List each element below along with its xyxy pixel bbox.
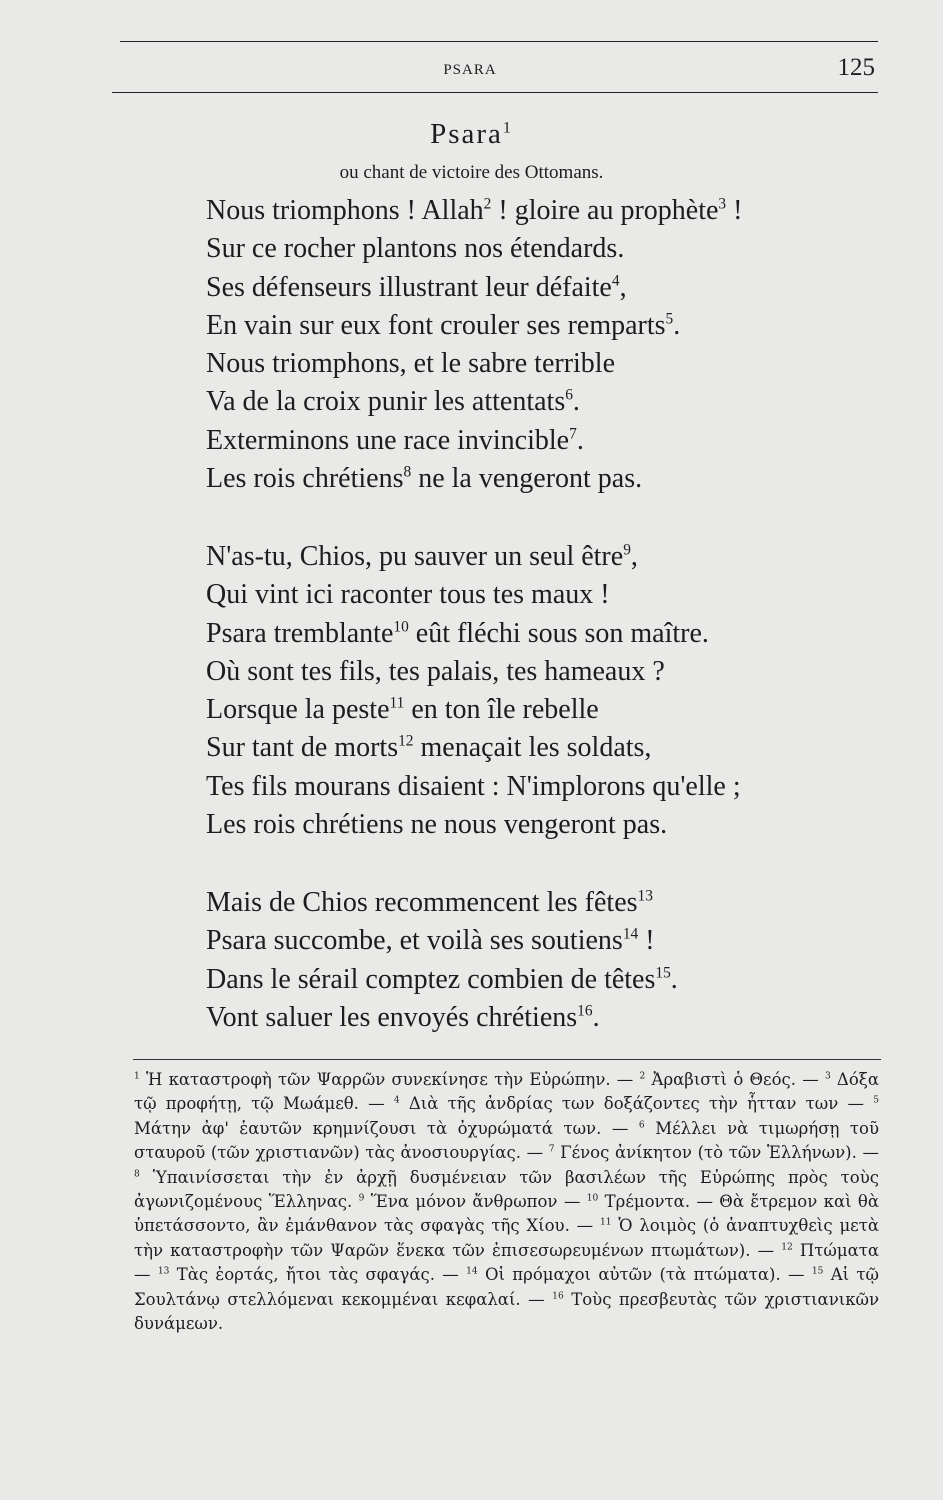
footnote-number: 16 xyxy=(552,1291,564,1302)
footnote-number: 14 xyxy=(466,1266,478,1277)
footnote-ref: 7 xyxy=(569,425,577,443)
footnote-text: Γένος ἀνίκητον (τὸ τῶν Ἑλλήνων). — xyxy=(554,1143,879,1163)
verse-line xyxy=(206,230,742,268)
verse-line xyxy=(206,653,741,691)
footnote-text: Ἕνα μόνον ἄνθρωπον — xyxy=(364,1192,587,1212)
footnote-text: Τοὺς πρεσβευτὰς τῶν χριστιανικῶν δυνάμεων. xyxy=(134,1289,879,1334)
verse-text: Mais de Chios recommencent les fêtes xyxy=(206,887,638,918)
verse-text: en ton île rebelle xyxy=(404,694,599,726)
footnote xyxy=(466,1265,812,1284)
verse-text: Sur ce rocher plantons nos étendards. xyxy=(206,233,625,265)
footnote-text: Αἱ τῷ Σουλτάνῳ στελλόμεναι κεκομμέναι κεφαλαί. — xyxy=(134,1265,880,1309)
footnote-ref: 4 xyxy=(611,272,620,290)
verse-text: . xyxy=(670,963,678,995)
poem-subtitle: ou chant de victoire des Ottomans. xyxy=(339,162,604,183)
footnote-ref: 13 xyxy=(637,887,653,905)
verse-text: Qui vint ici raconter tous tes maux ! xyxy=(206,579,610,611)
footnote-ref: 5 xyxy=(665,310,674,328)
footnote-ref: 14 xyxy=(622,925,639,943)
verse-line xyxy=(206,922,678,960)
verse-text: , xyxy=(619,271,627,303)
verse-text: ! xyxy=(638,925,655,957)
verse-text: Sur tant de morts xyxy=(206,732,399,764)
verse-text: Exterminons une race invincible xyxy=(206,424,570,456)
footnote-text: Δόξα τῷ προφήτῃ, τῷ Μωάμεθ. — xyxy=(134,1070,880,1114)
footnote-ref: 11 xyxy=(389,694,405,712)
verse-text: Vont saluer les envoyés chrétiens xyxy=(206,1001,578,1033)
verse-text: Psara tremblante xyxy=(206,617,394,649)
footnote-ref: 15 xyxy=(655,964,671,982)
footnote xyxy=(640,1070,825,1089)
footnote-ref: 6 xyxy=(565,387,573,405)
footnote-number: 2 xyxy=(639,1071,646,1082)
page-number: 125 xyxy=(837,54,875,81)
verse-line xyxy=(206,884,678,922)
footnote-text: Πτώματα — xyxy=(134,1240,880,1285)
verse-line xyxy=(206,576,741,614)
verse-text: Où sont tes fils, tes palais, tes hameaux ? xyxy=(206,655,665,687)
verse-line xyxy=(206,999,678,1037)
verse-text: Dans le sérail comptez combien de têtes xyxy=(206,963,656,995)
footnote-text: Μέλλει νὰ τιμωρήσῃ τοῦ σταυροῦ (τῶν χριστιανῶν) τὰς ἀνοσιουργίας. — xyxy=(134,1118,879,1163)
verse-text: Va de la croix punir les attentats xyxy=(206,386,566,418)
verse-text: Les rois chrétiens xyxy=(206,463,404,495)
footnotes xyxy=(134,1068,879,1336)
verse-text: . xyxy=(576,424,584,456)
footnote-rule xyxy=(133,1059,881,1060)
footnote-ref: 12 xyxy=(398,733,414,751)
verse-text: . xyxy=(572,386,580,418)
verse-text: . xyxy=(592,1001,600,1033)
footnote xyxy=(394,1094,873,1113)
verse-line xyxy=(206,729,741,767)
footnote xyxy=(158,1265,466,1284)
footnote-ref: 1 xyxy=(502,119,513,137)
footnote-ref: 10 xyxy=(393,618,409,636)
footnote-number: 8 xyxy=(134,1169,140,1180)
verse-line xyxy=(206,192,742,230)
footnote-text: Ὑπαινίσσεται τὴν ἐν ἀρχῇ δυσμένειαν τῶν βασιλέων τῆς Εὐρώπης πρὸς τοὺς ἀγωνιζομένους Ἕλληνας. xyxy=(134,1167,879,1212)
footnote-text: Ὁ λοιμὸς (ὁ ἀναπτυχθεὶς μετὰ τὴν καταστροφὴν τῶν Ψαρῶν ἕνεκα τῶν ἐπισεσωρευμένων πτωμάτων). — xyxy=(134,1216,879,1260)
stanza-1 xyxy=(206,192,742,498)
footnote-ref: 16 xyxy=(577,1002,593,1020)
footnote-text: Ἡ καταστροφὴ τῶν Ψαρρῶν συνεκίνησε τὴν Εὐρώπην. — xyxy=(139,1070,640,1089)
footnote-number: 9 xyxy=(358,1193,365,1204)
footnote-ref: 2 xyxy=(483,195,492,213)
verse-text: ! gloire au prophète xyxy=(491,195,719,226)
footnote-text: Μάτην ἀφ' ἑαυτῶν κρημνίζουσι τὰ ὀχυρώματά των. — xyxy=(134,1118,639,1138)
verse-text: En vain sur eux font crouler ses remparts xyxy=(206,309,666,341)
verse-line xyxy=(206,538,741,576)
footnote-number: 6 xyxy=(638,1120,645,1131)
header-rule xyxy=(112,92,878,93)
verse-text: N'as-tu, Chios, pu sauver un seul être xyxy=(206,541,624,572)
verse-text: menaçait les soldats, xyxy=(413,732,652,764)
verse-line xyxy=(206,269,742,307)
verse-line xyxy=(206,768,741,806)
footnote-number: 5 xyxy=(873,1095,879,1106)
footnote xyxy=(359,1192,587,1211)
poem-title xyxy=(0,118,943,151)
footnote-text: Τρέμοντα. — Θὰ ἔτρεμον καὶ θὰ ὑπετάσσοντο, ἂν ἐμάνθανον τὰς σφαγὰς τῆς Χίου. — xyxy=(134,1192,879,1236)
footnote xyxy=(134,1070,640,1089)
verse-text: Nous triomphons ! Allah xyxy=(206,195,484,226)
stanza-3 xyxy=(206,884,678,1037)
footnote-number: 11 xyxy=(599,1217,612,1228)
footnote-ref: 8 xyxy=(403,463,412,481)
verse-text: Les rois chrétiens ne nous vengeront pas. xyxy=(206,809,668,841)
footnote-number: 4 xyxy=(393,1095,400,1106)
verse-text: , xyxy=(630,541,638,572)
footnote-number: 15 xyxy=(811,1266,824,1277)
verse-line xyxy=(206,460,742,498)
verse-text: Nous triomphons, et le sabre terrible xyxy=(206,348,616,380)
footnote-number: 1 xyxy=(134,1071,140,1082)
footnote-number: 12 xyxy=(781,1242,793,1253)
footnote-text: Διὰ τῆς ἀνδρίας των δοξάζοντες τὴν ἧτταν των — xyxy=(399,1094,874,1114)
verse-text: Tes fils mourans disaient : N'implorons qu'elle ; xyxy=(206,770,741,802)
verse-text: Psara succombe, et voilà ses soutiens xyxy=(206,925,623,957)
footnote-text: Τὰς ἑορτάς, ἤτοι τὰς σφαγάς. — xyxy=(169,1265,467,1285)
verse-text: Ses défenseurs illustrant leur défaite xyxy=(206,271,612,303)
verse-text: Lorsque la peste xyxy=(206,694,390,726)
verse-line xyxy=(206,307,742,345)
verse-text: eût fléchi sous son maître. xyxy=(408,617,709,649)
verse-text: ! xyxy=(726,195,743,226)
footnote-text: Ἀραβιστὶ ὁ Θεός. — xyxy=(645,1070,825,1089)
verse-line xyxy=(206,615,741,653)
verse-line xyxy=(206,691,741,729)
verse-line xyxy=(206,383,742,421)
top-rule xyxy=(120,41,878,42)
footnote-number: 7 xyxy=(548,1144,555,1155)
verse-line xyxy=(206,806,741,844)
stanza-2 xyxy=(206,538,741,844)
footnote-ref: 3 xyxy=(718,195,727,213)
verse-text: . xyxy=(673,309,681,341)
footnote-ref: 9 xyxy=(623,541,631,559)
verse-line xyxy=(206,422,742,460)
footnote-number: 3 xyxy=(824,1071,831,1082)
footnote-text: Οἱ πρόμαχοι αὐτῶν (τὰ πτώματα). — xyxy=(477,1265,812,1285)
footnote-number: 10 xyxy=(586,1193,599,1204)
verse-line xyxy=(206,961,678,999)
footnote-number: 13 xyxy=(157,1266,170,1277)
poem-title-text: Psara xyxy=(430,118,503,150)
verse-line xyxy=(206,345,742,383)
running-head: PSARA xyxy=(443,62,497,78)
footnote xyxy=(549,1143,879,1162)
verse-text: ne la vengeront pas. xyxy=(411,463,643,495)
